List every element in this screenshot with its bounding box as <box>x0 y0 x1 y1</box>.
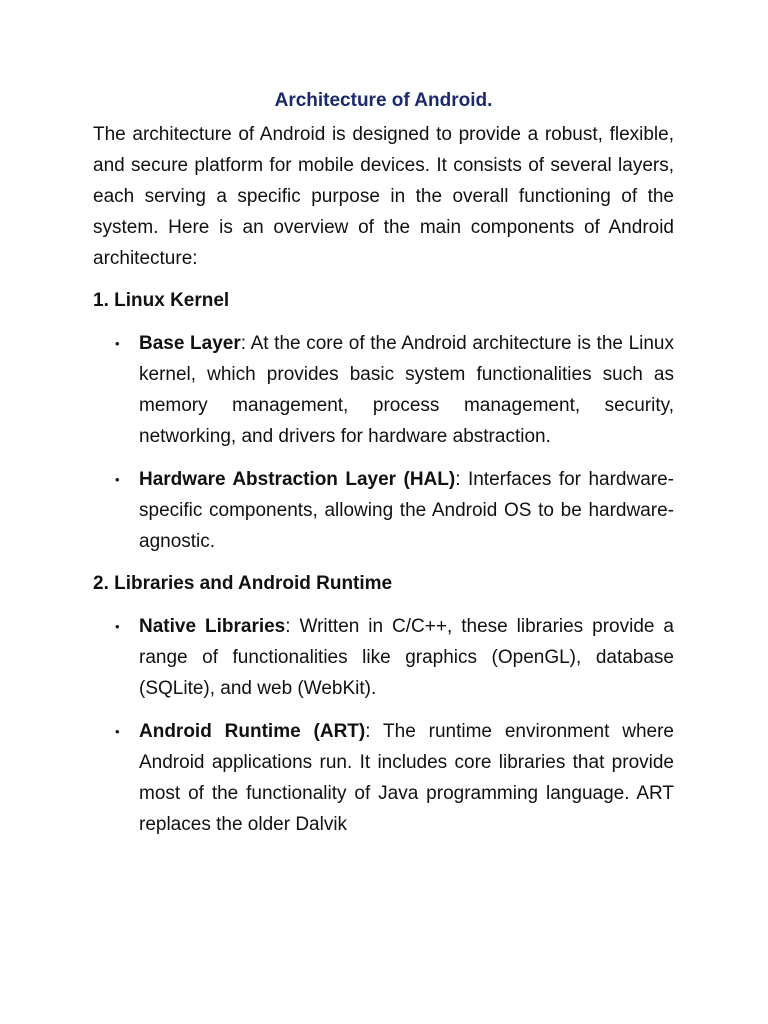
bullet-term: Base Layer <box>139 333 241 354</box>
title-text: Architecture of Android <box>274 90 488 111</box>
bullet-mark: • <box>115 724 120 739</box>
bullet-list-linux-kernel <box>93 328 674 557</box>
section-heading-libraries-runtime: 2. Libraries and Android Runtime <box>93 573 393 594</box>
section-heading-linux-kernel: 1. Linux Kernel <box>93 290 230 311</box>
intro-paragraph: The architecture of Android is designed to provide a robust, flexible, and secure platform for mobile devices. It consists of several layers, each serving a specific purpose in the overall functioning of the system. Here is an overview of the main components of Android architecture: <box>93 124 674 269</box>
bullet-list-libraries-runtime <box>93 611 674 840</box>
bullet-text: : Written in C/C++, these libraries provide a range of functionalities like graphics (OpenGL), database (SQLite), and web (WebKit). <box>139 616 674 699</box>
bullet-item-hal <box>93 464 674 557</box>
bullet-mark: • <box>115 336 120 351</box>
bullet-item-native-libraries <box>93 611 674 704</box>
bullet-term: Native Libraries <box>139 616 286 637</box>
bullet-item-android-runtime <box>93 716 674 840</box>
bullet-term: Android Runtime (ART) <box>139 721 366 742</box>
bullet-mark: • <box>115 472 120 487</box>
document-title <box>93 86 674 116</box>
bullet-mark: • <box>115 619 120 634</box>
bullet-text: : Interfaces for hardware-specific components, allowing the Android OS to be hardware-agnostic. <box>139 469 674 552</box>
bullet-term: Hardware Abstraction Layer (HAL) <box>139 469 456 490</box>
bullet-text: : At the core of the Android architecture is the Linux kernel, which provides basic system functionalities such as memory management, process management, security, networking, and drivers for hardware abstraction. <box>139 333 674 447</box>
document-page <box>93 86 674 852</box>
bullet-item-base-layer <box>93 328 674 452</box>
bullet-text: : The runtime environment where Android applications run. It includes core libraries that provide most of the functionality of Java programming language. ART replaces the older Dalvik <box>139 721 674 835</box>
title-period: . <box>487 90 493 111</box>
